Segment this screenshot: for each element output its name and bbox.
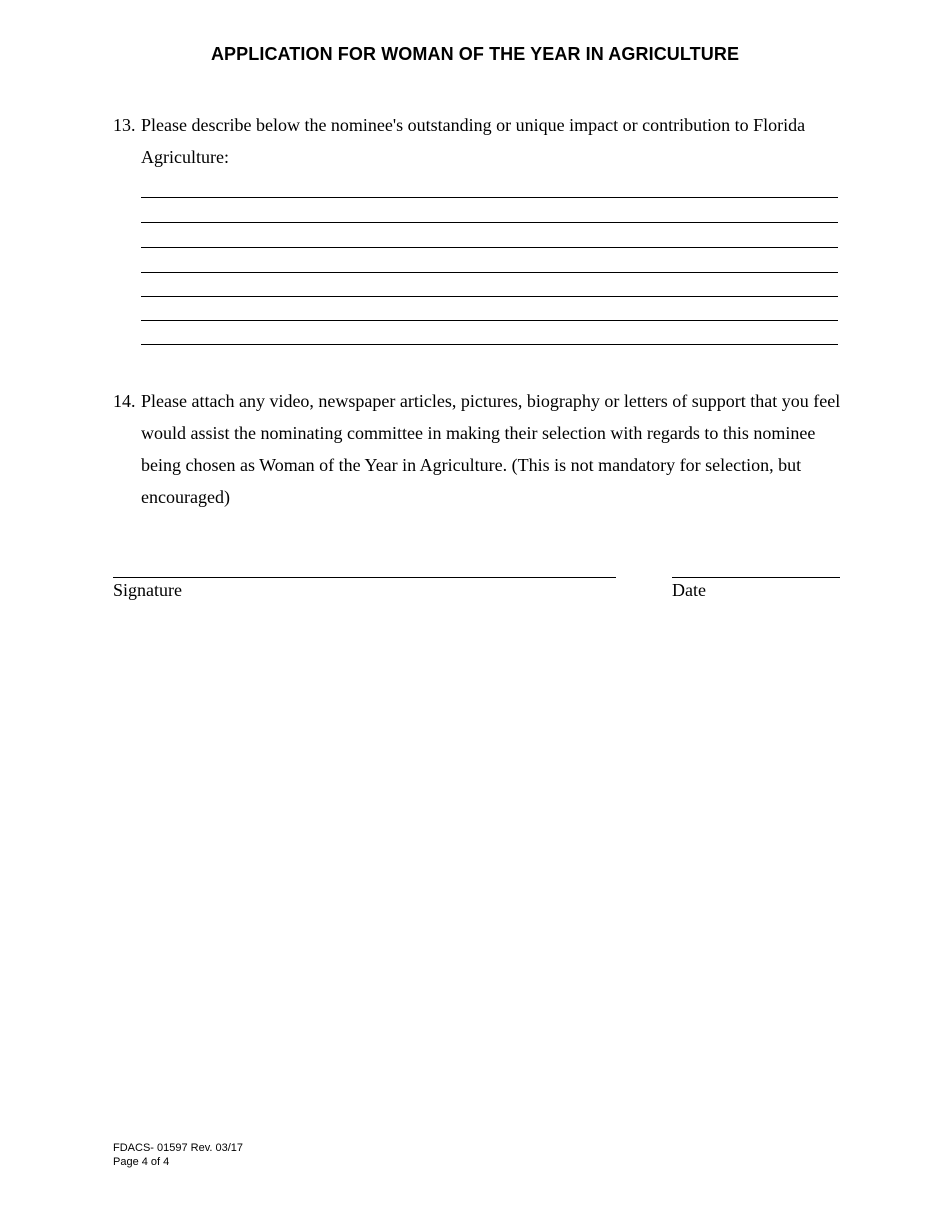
- date-field[interactable]: [672, 577, 840, 578]
- answer-line-1[interactable]: [141, 197, 838, 198]
- question-14-text: Please attach any video, newspaper articles, pictures, biography or letters of support that you feel would assist the nominating committee in making their selection with regards to this nominee being chosen as Woman of the Year in Agriculture. (This is not mandatory for selection, but encouraged): [141, 391, 841, 507]
- answer-line-2[interactable]: [141, 222, 838, 223]
- answer-line-7[interactable]: [141, 344, 838, 345]
- question-14: [113, 385, 843, 513]
- signature-label: Signature: [113, 580, 182, 600]
- signature-field[interactable]: [113, 577, 616, 578]
- page-title: APPLICATION FOR WOMAN OF THE YEAR IN AGRICULTURE: [210, 44, 740, 64]
- answer-line-6[interactable]: [141, 320, 838, 321]
- answer-line-4[interactable]: [141, 272, 838, 273]
- page-number: Page 4 of 4: [113, 1156, 170, 1168]
- question-14-number: 14.: [113, 391, 136, 411]
- answer-line-5[interactable]: [141, 296, 838, 297]
- date-label: Date: [672, 580, 706, 600]
- form-id: FDACS- 01597 Rev. 03/17: [113, 1142, 244, 1154]
- question-13-number: 13.: [113, 115, 136, 135]
- page-footer: [113, 1141, 243, 1169]
- question-13: [113, 109, 843, 173]
- question-13-text: Please describe below the nominee's outstanding or unique impact or contribution to Florida Agriculture:: [141, 115, 806, 167]
- answer-line-3[interactable]: [141, 247, 838, 248]
